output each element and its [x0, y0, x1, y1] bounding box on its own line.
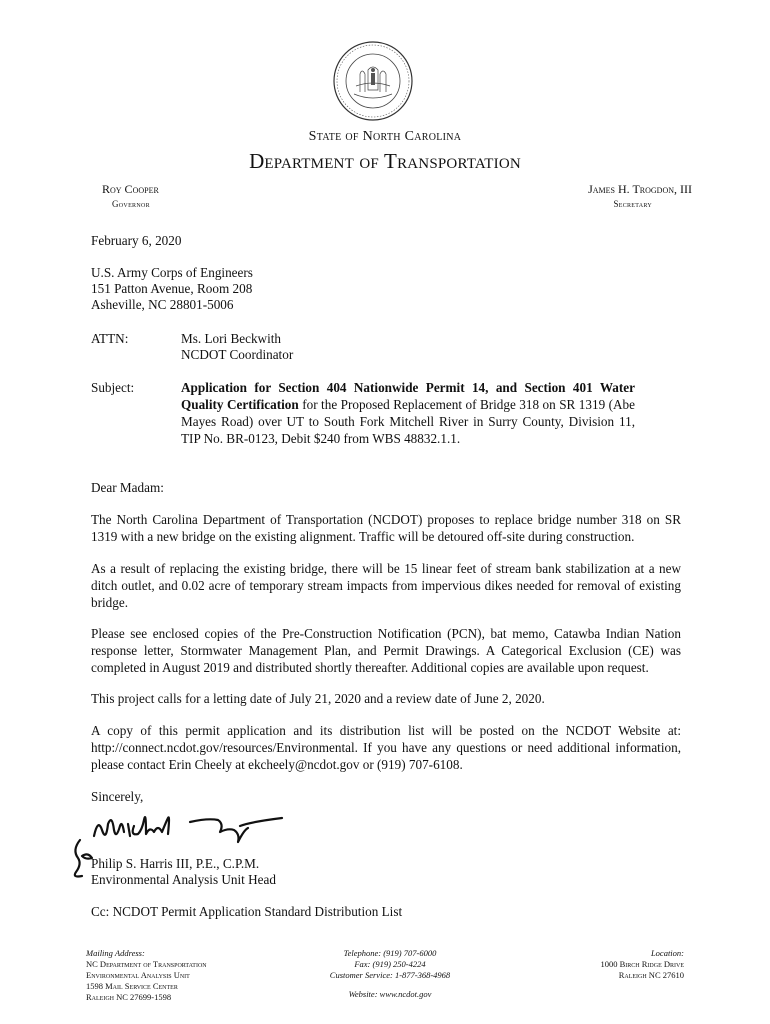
- recipient-line: 151 Patton Avenue, Room 208: [91, 281, 253, 296]
- location-line: 1000 Birch Ridge Drive: [600, 959, 684, 969]
- website[interactable]: Website: www.ncdot.gov: [348, 989, 432, 999]
- salutation: Dear Madam:: [91, 480, 164, 495]
- recipient-line: U.S. Army Corps of Engineers: [91, 265, 253, 280]
- subject-text: [181, 379, 635, 447]
- governor-title: Governor: [112, 199, 150, 209]
- mailing-line: Environmental Analysis Unit: [86, 970, 190, 980]
- secretary-name: James H. Trogdon, III: [588, 182, 692, 196]
- secretary-title: Secretary: [613, 199, 652, 209]
- recipient-line: Asheville, NC 28801-5006: [91, 297, 234, 312]
- department-name: Department of Transportation: [249, 149, 521, 173]
- telephone: Telephone: (919) 707-6000: [343, 948, 437, 958]
- fax: Fax: (919) 250-4224: [354, 959, 426, 969]
- body-paragraph-4: This project calls for a letting date of July 21, 2020 and a review date of June 2, 2020.: [91, 691, 545, 706]
- body-paragraph-5: A copy of this permit application and its distribution list will be posted on the NCDOT Website at: http://connect.ncdot.gov/resources/Environmental. If you have any questions or need additional information, please contact Erin Cheely at ekcheely@ncdot.gov or (919) 707-6108.: [91, 723, 681, 772]
- mailing-line: Raleigh NC 27699-1598: [86, 992, 172, 1002]
- state-seal-icon: [332, 40, 414, 122]
- subject-rest: for the Proposed Replacement of Bridge 318 on SR 1319 (Abe Mayes Road) over UT to South Fork Mitchell River in Surry County, Division 11, TIP No. BR-0123, Debit $240 from WBS 48832.1.1.: [181, 397, 636, 446]
- governor-name: Roy Cooper: [102, 182, 159, 196]
- body-paragraph-1: The North Carolina Department of Transportation (NCDOT) proposes to replace bridge number 318 on SR 1319 with a new bridge on the existing alignment. Traffic will be detoured off-site during construction.: [91, 512, 681, 544]
- location-label: Location:: [650, 948, 684, 958]
- body-paragraph-2: As a result of replacing the existing bridge, there will be 15 linear feet of stream bank stabilization at a new ditch outlet, and 0.02 acre of temporary stream impacts from impervious dikes needed for removal of existing bridge.: [91, 561, 681, 610]
- mailing-label: Mailing Address:: [86, 948, 145, 958]
- footer-location: [600, 948, 684, 981]
- mailing-line: NC Department of Transportation: [86, 959, 207, 969]
- location-line: Raleigh NC 27610: [618, 970, 684, 980]
- attn-line: Ms. Lori Beckwith: [181, 331, 281, 346]
- state-line: State of North Carolina: [308, 129, 462, 144]
- closing: Sincerely,: [91, 789, 144, 804]
- subject-bold: Application for Section 404 Nationwide Permit 14, and Section 401 Water Quality Certification: [181, 380, 635, 412]
- letter-date: February 6, 2020: [91, 233, 182, 248]
- attn-block: [181, 331, 293, 363]
- signer-title: Environmental Analysis Unit Head: [91, 872, 276, 887]
- attn-label: ATTN:: [91, 331, 129, 346]
- attn-line: NCDOT Coordinator: [181, 347, 294, 362]
- body-paragraph-3: Please see enclosed copies of the Pre-Construction Notification (PCN), bat memo, Catawba Indian Nation response letter, Stormwater Management Plan, and Permit Drawings. A Categorical Exclusion (CE) was completed in August 2019 and distributed shortly thereafter. Additional copies are available upon request.: [91, 626, 681, 675]
- mailing-line: 1598 Mail Service Center: [86, 981, 178, 991]
- cc-line: Cc: NCDOT Permit Application Standard Distribution List: [91, 904, 403, 919]
- signer-name: Philip S. Harris III, P.E., C.P.M.: [91, 856, 260, 871]
- footer-mailing-address: [86, 948, 207, 1003]
- signer-block: [91, 856, 276, 888]
- subject-label: Subject:: [91, 380, 135, 395]
- customer-service: Customer Service: 1-877-368-4968: [329, 970, 451, 980]
- footer-contact: [300, 948, 480, 1000]
- recipient-address: [91, 265, 253, 313]
